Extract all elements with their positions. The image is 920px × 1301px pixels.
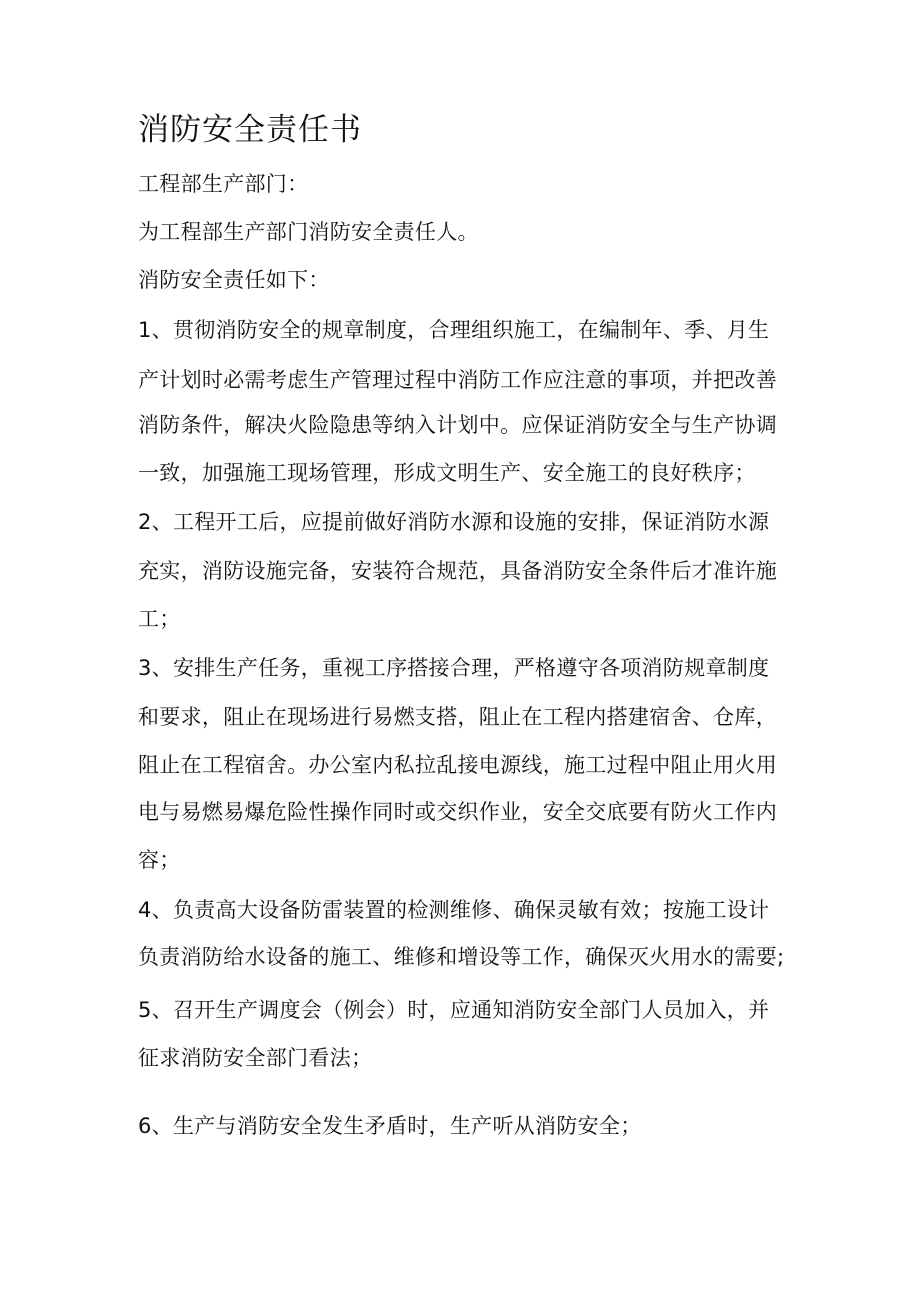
duty-3-line-3: 阻止在工程宿舍。办公室内私拉乱接电源线，施工过程中阻止用火用 — [138, 753, 777, 777]
duties-heading: 消防安全责任如下： — [138, 268, 330, 292]
duty-2-line-2: 充实，消防设施完备，安装符合规范，具备消防安全条件后才准许施 — [138, 559, 777, 583]
duty-4-line-1: 4、负责高大设备防雷装置的检测维修、确保灵敏有效；按施工设计 — [138, 898, 770, 922]
recipient-line: 工程部生产部门： — [138, 172, 309, 196]
duty-3-line-2: 和要求，阻止在现场进行易燃支搭，阻止在工程内搭建宿舍、仓库， — [138, 705, 777, 729]
responsibility-line: 为工程部生产部门消防安全责任人。 — [138, 220, 479, 244]
duty-4-line-2: 负责消防给水设备的施工、维修和增设等工作，确保灭火用水的需要; — [138, 945, 785, 969]
duty-1-line-3: 消防条件，解决火险隐患等纳入计划中。应保证消防安全与生产协调 — [138, 413, 777, 437]
duty-3-line-1: 3、安排生产任务，重视工序搭接合理，严格遵守各项消防规章制度 — [138, 656, 770, 680]
duty-2-line-1: 2、工程开工后，应提前做好消防水源和设施的安排，保证消防水源 — [138, 510, 770, 534]
duty-3-line-4: 电与易燃易爆危险性操作同时或交织作业，安全交底要有防火工作内 — [138, 800, 777, 824]
duty-6-line-1: 6、生产与消防安全发生矛盾时，生产听从消防安全； — [138, 1114, 642, 1138]
duty-3-line-5: 容； — [138, 848, 181, 872]
duty-5-line-1: 5、召开生产调度会（例会）时，应通知消防安全部门人员加入，并 — [138, 998, 770, 1022]
duty-1-line-4: 一致，加强施工现场管理，形成文明生产、安全施工的良好秩序； — [138, 461, 756, 485]
duty-5-line-2: 征求消防安全部门看法； — [138, 1046, 373, 1070]
duty-1-line-2: 产计划时必需考虑生产管理过程中消防工作应注意的事项，并把改善 — [138, 368, 777, 392]
document-title: 消防安全责任书 — [138, 112, 362, 148]
duty-2-line-3: 工； — [138, 607, 181, 631]
duty-1-line-1: 1、贯彻消防安全的规章制度，合理组织施工，在编制年、季、月生 — [138, 318, 770, 342]
